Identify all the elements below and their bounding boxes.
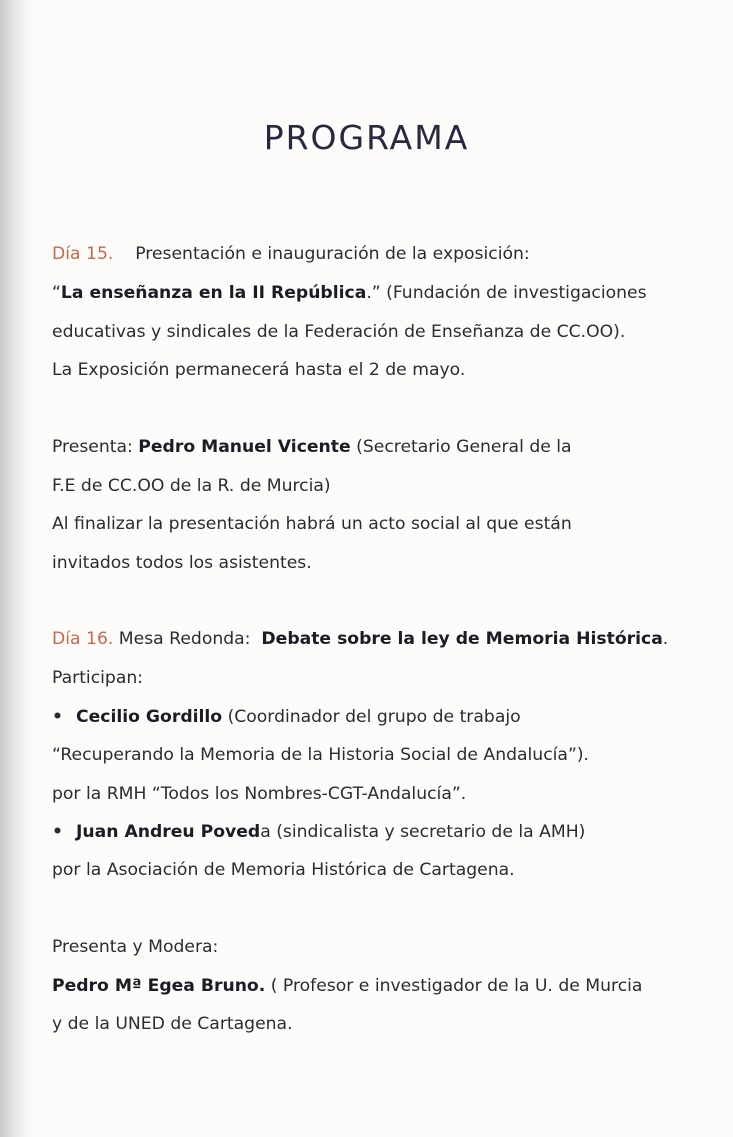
day15-line3: educativas y sindicales de la Federación de Enseñanza de CC.OO).: [52, 322, 626, 342]
day15-presenter: [52, 437, 572, 457]
participant-1-line3: por la RMH “Todos los Nombres-CGT-Andalucía”.: [52, 784, 467, 804]
round-table-label: Mesa Redonda:: [113, 629, 256, 649]
page-title: PROGRAMA: [263, 118, 470, 157]
participant-2-name: Juan Andreu Poved: [76, 822, 261, 842]
moderator-heading: Presenta y Modera:: [52, 937, 219, 957]
participants-heading: Participan:: [52, 668, 144, 688]
quote-open: “: [52, 283, 61, 303]
page-spine-shadow: [0, 0, 34, 1137]
day15-line8: invitados todos los asistentes.: [52, 553, 312, 573]
bullet-icon: •: [52, 822, 63, 842]
day15-line4: La Exposición permanecerá hasta el 2 de mayo.: [52, 360, 466, 380]
moderator-role: ( Profesor e investigador de la U. de Murcia: [265, 976, 643, 996]
day15-line2: [52, 283, 647, 303]
day16-line1: [52, 629, 668, 649]
day15-label: Día 15.: [52, 244, 114, 264]
participant-1-line2: “Recuperando la Memoria de la Historia Social de Andalucía”).: [52, 745, 590, 765]
debate-end: .: [662, 629, 669, 649]
day15-line7: Al finalizar la presentación habrá un acto social al que están: [52, 514, 572, 534]
debate-title: Debate sobre la ley de Memoria Histórica: [261, 629, 663, 649]
day16-label: Día 16.: [52, 629, 114, 649]
day15-intro: Presentación e inauguración de la exposición:: [135, 244, 530, 264]
participant-1-name: Cecilio Gordillo: [76, 707, 223, 727]
bullet-icon: •: [52, 707, 63, 727]
exhibition-org: .” (Fundación de investigaciones: [366, 283, 647, 303]
participant-2-role: a (sindicalista y secretario de la AMH): [260, 822, 586, 842]
moderator-line2: y de la UNED de Cartagena.: [52, 1014, 293, 1034]
presenter-name: Pedro Manuel Vicente: [138, 437, 351, 457]
exhibition-title: La enseñanza en la II República: [60, 283, 367, 303]
presenter-role: (Secretario General de la: [350, 437, 572, 457]
moderator-name: Pedro Mª Egea Bruno.: [52, 976, 266, 996]
participant-2: [52, 822, 585, 842]
day15-line6: F.E de CC.OO de la R. de Murcia): [52, 476, 331, 496]
participant-2-line2: por la Asociación de Memoria Histórica de Cartagena.: [52, 860, 515, 880]
participant-1: [52, 707, 521, 727]
presenter-label: Presenta:: [52, 437, 139, 457]
participant-1-role: (Coordinador del grupo de trabajo: [222, 707, 521, 727]
moderator: [52, 976, 642, 996]
day15-line1: [52, 244, 530, 264]
